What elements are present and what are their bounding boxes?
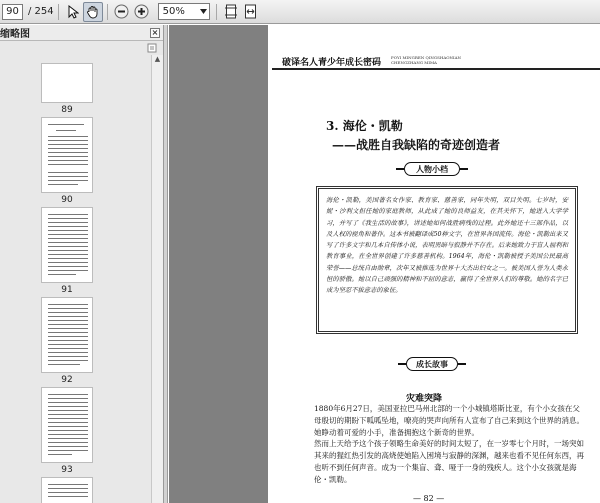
section-title: 3. 海伦・凯勒 (326, 119, 403, 133)
running-header (268, 55, 600, 69)
close-panel-button[interactable]: × (151, 27, 159, 37)
running-header-pinyin: POYI MINGREN QINGSHAONIAN CHENGZHANG MIMA (391, 55, 461, 65)
zoom-out-button[interactable] (112, 2, 132, 22)
page-number-input[interactable]: 90 (2, 4, 23, 20)
zoom-out-icon (114, 4, 129, 19)
thumbnail-label: 93 (61, 465, 73, 475)
thumbnail-list[interactable] (0, 55, 151, 503)
story-title: 灾难突降 (406, 394, 443, 404)
profile-box (316, 186, 578, 334)
thumbnail-label: 91 (61, 285, 73, 295)
thumbnail-label: 89 (61, 105, 73, 115)
thumbnail-page[interactable] (41, 63, 93, 103)
fit-width-icon (244, 4, 257, 19)
fit-page-icon (225, 4, 237, 19)
hand-icon (86, 5, 100, 19)
zoom-in-button[interactable] (132, 2, 152, 22)
document-page (268, 25, 600, 503)
scroll-up-icon[interactable]: ▲ (154, 55, 161, 63)
cursor-icon (67, 5, 79, 19)
thumbnail-label: 92 (61, 375, 73, 385)
section-subtitle: ——战胜自我缺陷的奇迹创造者 (332, 138, 501, 152)
toolbar-separator (58, 4, 59, 20)
thumbnail-panel (0, 25, 164, 503)
page-total: / 254 (28, 6, 54, 17)
thumbnail-options-icon[interactable] (147, 43, 157, 53)
thumbnail-page[interactable] (41, 297, 93, 373)
zoom-value: 50% (162, 6, 185, 17)
thumbnail-page[interactable] (41, 207, 93, 283)
thumbnail-toolbar (0, 41, 163, 55)
story-paragraph: 1880年6月27日，美国亚拉巴马州北部的一个小城镇塔斯比亚，有个小女孩在父母殷切的期盼下呱呱坠地，嘹亮的哭声向所有人宣布了自己来到这个世界的消息。她睁动着可爱的小手，准备拥抱这个新奇的世界。 (314, 404, 584, 437)
fit-page-button[interactable] (221, 2, 241, 22)
story-body (314, 403, 586, 486)
chevron-down-icon (200, 9, 207, 14)
page-number: — 82 — (413, 494, 445, 503)
toolbar-separator (107, 4, 108, 20)
header-rule (272, 68, 600, 70)
thumbnail-panel-title: 缩略图 (0, 29, 30, 40)
thumbnail-page[interactable] (41, 477, 93, 503)
select-tool-button[interactable] (63, 2, 83, 22)
zoom-in-icon (134, 4, 149, 19)
zoom-select[interactable] (158, 3, 210, 20)
thumbnail-page[interactable] (41, 387, 93, 463)
badge-growth-story: 成长故事 (406, 357, 458, 371)
toolbar-separator (216, 4, 217, 20)
thumbnail-page-current[interactable] (41, 117, 93, 193)
thumbnail-scrollbar[interactable] (151, 55, 163, 503)
running-header-title: 破译名人青少年成长密码 (282, 58, 382, 68)
badge-people-profile: 人物小档 (404, 162, 460, 176)
hand-tool-button[interactable] (83, 2, 103, 22)
thumbnail-label: 90 (61, 195, 73, 205)
panel-splitter[interactable] (164, 25, 168, 503)
story-paragraph: 然而上天给予这个孩子领略生命美好的时间太短了，在一岁零七个月时，一场突如其来的猩红热引发的高烧使她陷入困境与寂静的深渊，越来也看不见任何东西，再也听不到任何声音。成为一个集盲、聋、哑于一身的残疾人。这个小女孩就是海伦・凯勒。 (314, 439, 584, 484)
fit-width-button[interactable] (241, 2, 261, 22)
toolbar (0, 0, 600, 24)
thumbnail-panel-header (0, 25, 163, 41)
profile-text: 海伦・凯勒，美国著名女作家、教育家、慈善家，同年失明，双目失明。七岁时，安妮・沙利文担任她的家庭教师，从此成了她的良师益友，在其关怀下，她进入大学学习，并写了《我生活的故事》，讲述她如何战胜病残的过程。此外她还十三部作品，以及人权的视角和著作。这本书被翻译成50种文字，在世界各国流传。海伦・凯勒出来又写了许多文字和几本自传体小说，表明黑暗与寂静并不存在。后来她致力于盲人福利和教育事业，在全世界创建了许多慈善机构。1964年，海伦・凯勒被授予美国公民最高荣誉——总统自由勋章，次年又被推选为世界十大杰出妇女之一。被美国人誉为人类永恒的骄傲。她以自己顽强的精神和不屈的意志，赢得了全世界人们的尊敬。她的名字已成为坚忍不拔意志的象征。 (326, 197, 568, 295)
